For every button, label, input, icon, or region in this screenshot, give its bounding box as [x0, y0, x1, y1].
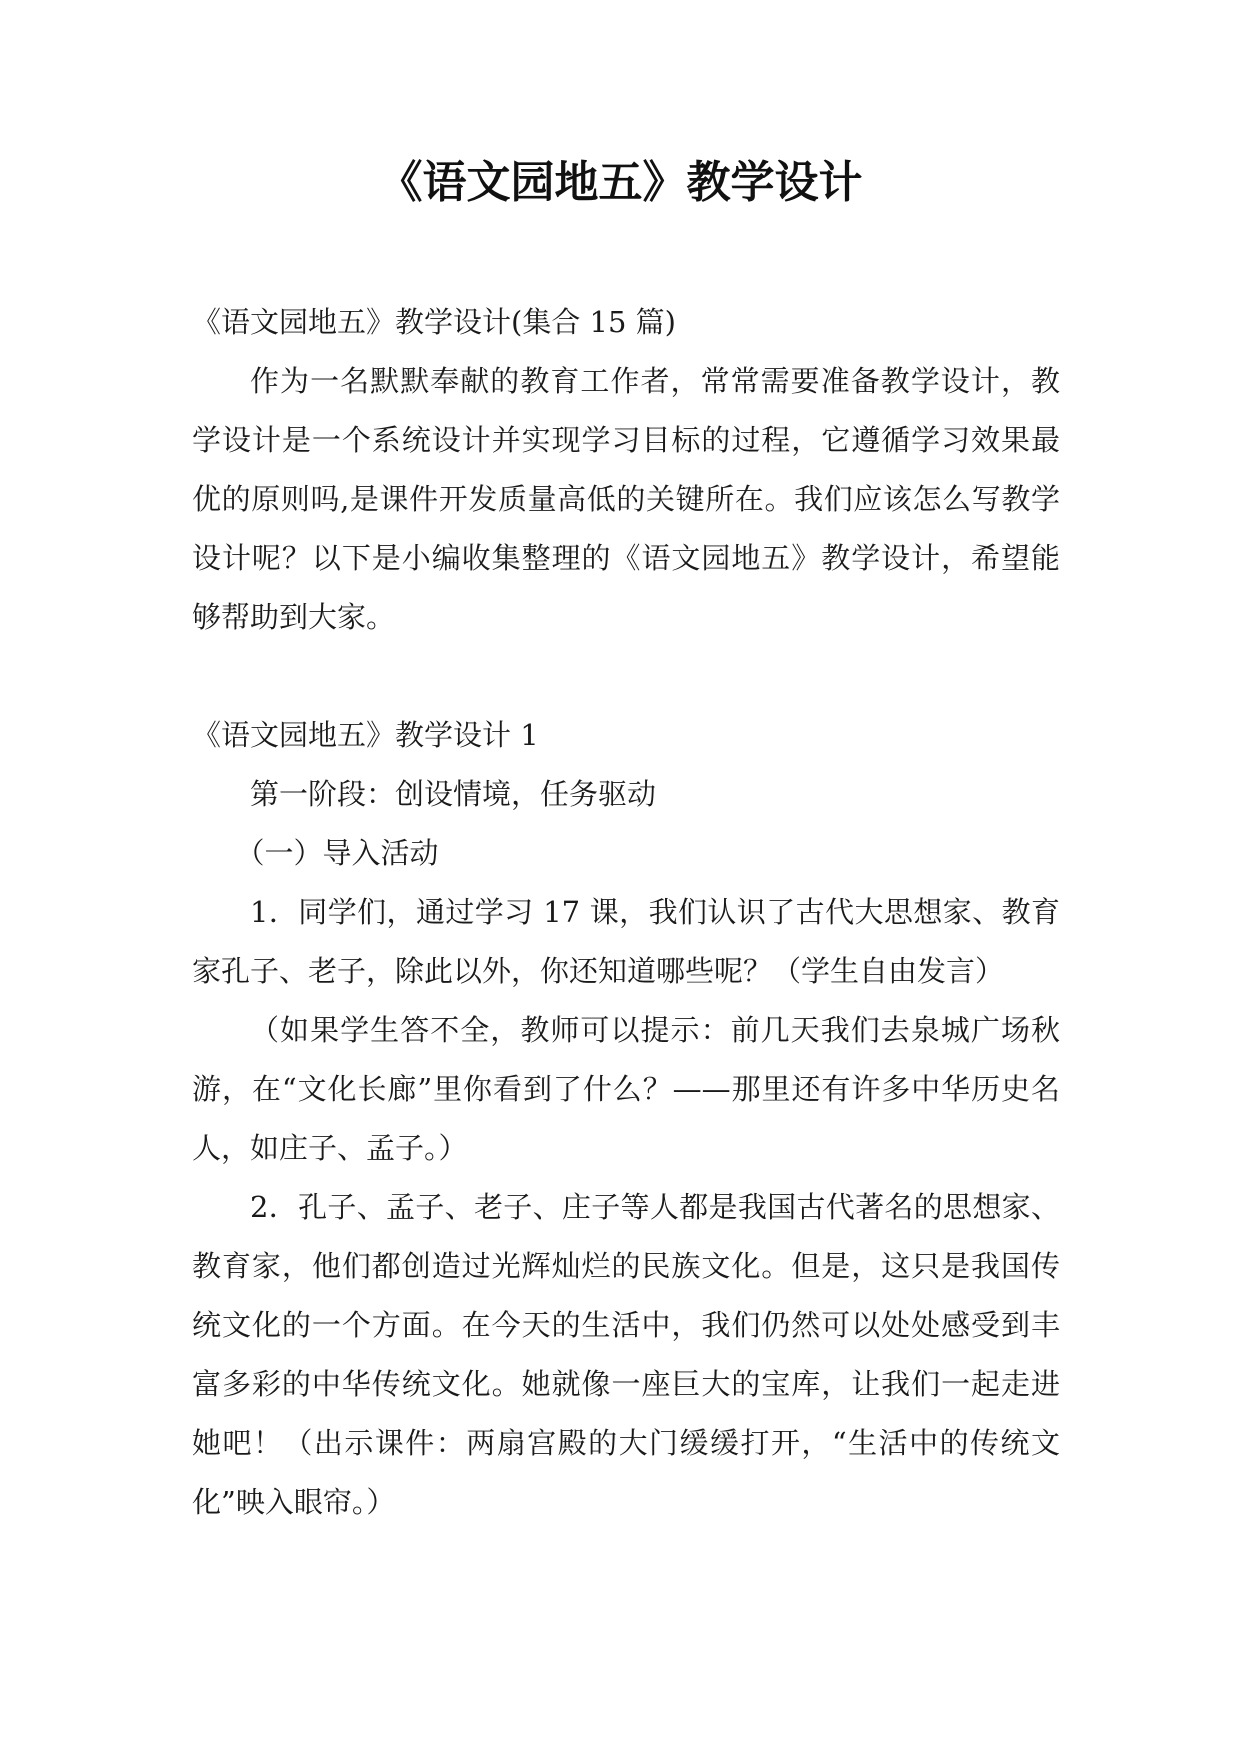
- collection-subtitle: 《语文园地五》教学设计(集合 15 篇): [192, 305, 676, 339]
- body-paragraph-1: 1．同学们，通过学习 17 课，我们认识了古代大思想家、教育家孔子、老子，除此以外，你还知道哪些呢？（学生自由发言）: [192, 895, 1060, 988]
- sub-heading: （一）导入活动: [235, 836, 439, 870]
- body-paragraph-2: （如果学生答不全，教师可以提示：前几天我们去泉城广场秋游，在“文化长廊”里你看到了什么？——那里还有许多中华历史名人，如庄子、孟子。）: [192, 1013, 1060, 1165]
- document-body: [192, 293, 1060, 1532]
- document-title: 《语文园地五》教学设计: [378, 157, 863, 208]
- body-paragraph-3: 2．孔子、孟子、老子、庄子等人都是我国古代著名的思想家、教育家，他们都创造过光辉灿烂的民族文化。但是，这只是我国传统文化的一个方面。在今天的生活中，我们仍然可以处处感受到丰富多彩的中华传统文化。她就像一座巨大的宝库，让我们一起走进她吧！（出示课件：两扇宫殿的大门缓缓打开，“生活中的传统文化”映入眼帘。）: [192, 1190, 1060, 1519]
- section-heading: 《语文园地五》教学设计 1: [192, 718, 539, 752]
- stage-heading: 第一阶段：创设情境，任务驱动: [250, 777, 657, 811]
- intro-paragraph: 作为一名默默奉献的教育工作者，常常需要准备教学设计，教学设计是一个系统设计并实现学习目标的过程，它遵循学习效果最优的原则吗,是课件开发质量高低的关键所在。我们应该怎么写教学设计呢？以下是小编收集整理的《语文园地五》教学设计，希望能够帮助到大家。: [192, 364, 1060, 634]
- spacer: [192, 647, 1060, 706]
